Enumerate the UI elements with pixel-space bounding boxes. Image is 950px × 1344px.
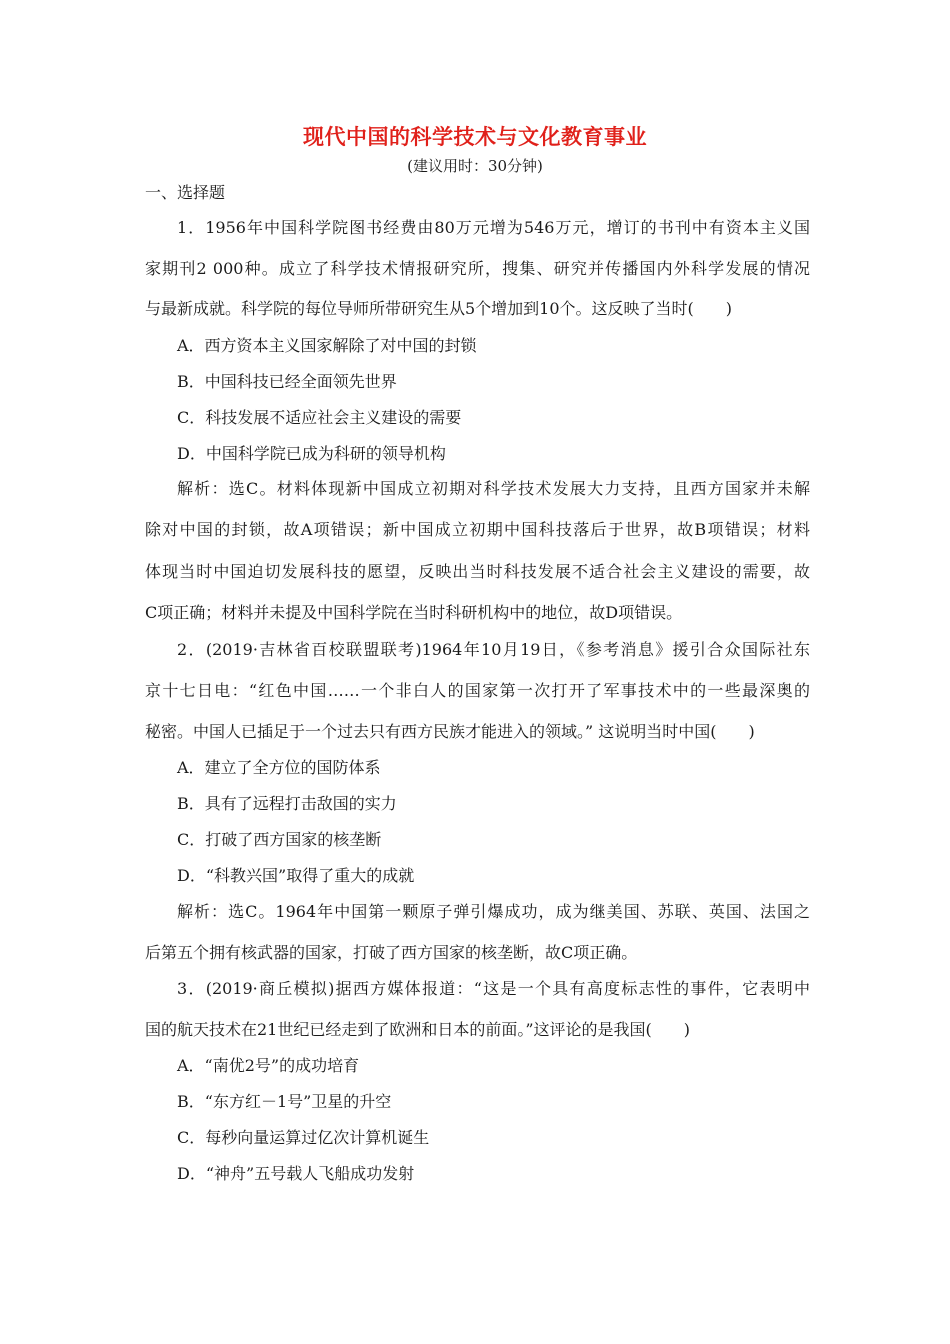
question-stem-line: 家期刊2 000种。成立了科学技术情报研究所，搜集、研究并传播国内外科学发展的情况 (145, 259, 810, 278)
option-a: A．建立了全方位的国防体系 (177, 758, 381, 777)
option-b: B．“东方红－1号”卫星的升空 (177, 1092, 392, 1111)
option-d: D．“科教兴国”取得了重大的成就 (177, 866, 415, 885)
option-b: B．中国科技已经全面领先世界 (177, 372, 397, 391)
analysis-line: C项正确；材料并未提及中国科学院在当时科研机构中的地位，故D项错误。 (145, 603, 683, 622)
question-stem-line: 秘密。中国人已插足于一个过去只有西方民族才能进入的领域。” 这说明当时中国( ) (145, 722, 755, 741)
option-b: B．具有了远程打击敌国的实力 (177, 794, 397, 813)
option-a: A．“南优2号”的成功培育 (177, 1056, 360, 1075)
option-d: D．中国科学院已成为科研的领导机构 (177, 444, 446, 463)
suggested-time: (建议用时：30分钟) (407, 157, 543, 175)
question-stem-line: 与最新成就。科学院的每位导师所带研究生从5个增加到10个。这反映了当时( ) (145, 299, 733, 318)
option-d: D．“神舟”五号载人飞船成功发射 (177, 1164, 415, 1183)
option-c: C．科技发展不适应社会主义建设的需要 (177, 408, 462, 427)
section-heading: 一、选择题 (145, 183, 226, 202)
analysis-line: 解析：选C。1964年中国第一颗原子弹引爆成功，成为继美国、苏联、英国、法国之 (177, 902, 810, 921)
question-stem-line: 国的航天技术在21世纪已经走到了欧洲和日本的前面。”这评论的是我国( ) (145, 1020, 691, 1039)
analysis-line: 解析：选C。材料体现新中国成立初期对科学技术发展大力支持，且西方国家并未解 (177, 479, 810, 498)
option-c: C．每秒向量运算过亿次计算机诞生 (177, 1128, 430, 1147)
option-a: A．西方资本主义国家解除了对中国的封锁 (177, 336, 477, 355)
question-stem-line: 2．(2019·吉林省百校联盟联考)1964年10月19日，《参考消息》援引合众国际社东 (177, 640, 810, 659)
analysis-line: 后第五个拥有核武器的国家，打破了西方国家的核垄断，故C项正确。 (145, 943, 638, 962)
analysis-line: 体现当时中国迫切发展科技的愿望，反映出当时科技发展不适合社会主义建设的需要，故 (145, 562, 810, 581)
question-stem-line: 1．1956年中国科学院图书经费由80万元增为546万元，增订的书刊中有资本主义国 (177, 218, 810, 237)
analysis-line: 除对中国的封锁，故A项错误；新中国成立初期中国科技落后于世界，故B项错误；材料 (145, 520, 810, 539)
question-stem-line: 京十七日电：“红色中国……一个非白人的国家第一次打开了军事技术中的一些最深奥的 (145, 681, 810, 700)
option-c: C．打破了西方国家的核垄断 (177, 830, 382, 849)
question-stem-line: 3．(2019·商丘模拟)据西方媒体报道：“这是一个具有高度标志性的事件，它表明中 (177, 979, 810, 998)
page-title: 现代中国的科学技术与文化教育事业 (303, 125, 647, 149)
